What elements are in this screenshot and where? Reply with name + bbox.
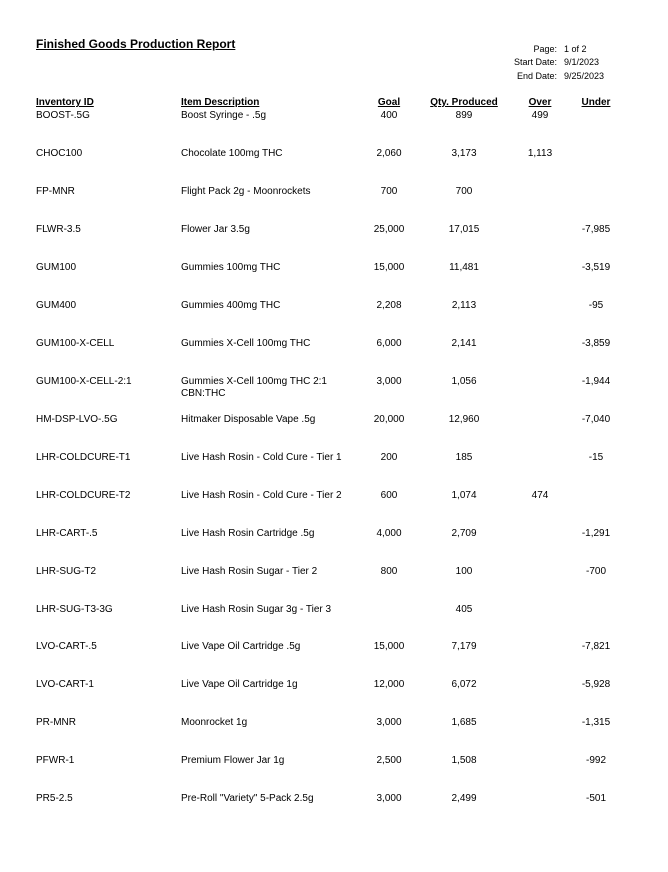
inventory-id-cell: LHR-COLDCURE-T1 — [36, 452, 131, 463]
under-cell: -7,985 — [581, 224, 611, 235]
goal-cell: 15,000 — [373, 262, 405, 273]
item-description-cell: Live Hash Rosin - Cold Cure - Tier 1 — [181, 452, 342, 463]
inventory-id-cell: GUM100-X-CELL-2:1 — [36, 376, 132, 387]
table-row — [0, 604, 668, 634]
inventory-id-cell: PR5-2.5 — [36, 793, 73, 804]
table-row — [0, 566, 668, 596]
qty-produced-cell: 899 — [455, 110, 473, 121]
under-cell: -3,519 — [581, 262, 611, 273]
table-row — [0, 717, 668, 747]
table-row — [0, 300, 668, 330]
column-header-goal: Goal — [377, 97, 401, 108]
under-cell: -5,928 — [581, 679, 611, 690]
qty-produced-cell: 17,015 — [448, 224, 480, 235]
column-header-inventory-id: Inventory ID — [36, 97, 94, 108]
qty-produced-cell: 700 — [455, 186, 473, 197]
table-row — [0, 755, 668, 785]
qty-produced-cell: 3,173 — [451, 148, 477, 159]
goal-cell: 2,500 — [376, 755, 402, 766]
item-description-cell: Gummies 100mg THC — [181, 262, 281, 273]
table-row — [0, 414, 668, 444]
column-header-item-description: Item Description — [181, 97, 260, 108]
inventory-id-cell: BOOST-.5G — [36, 110, 90, 121]
item-description-cell: Live Vape Oil Cartridge 1g — [181, 679, 298, 690]
item-description-cell: Live Vape Oil Cartridge .5g — [181, 641, 301, 652]
qty-produced-cell: 7,179 — [451, 641, 477, 652]
qty-produced-cell: 2,141 — [451, 338, 477, 349]
over-cell: 1,113 — [527, 148, 553, 159]
inventory-id-cell: LHR-COLDCURE-T2 — [36, 490, 131, 501]
under-cell: -501 — [585, 793, 606, 804]
item-description-cell: Live Hash Rosin Sugar 3g - Tier 3 — [181, 604, 332, 615]
table-row — [0, 224, 668, 254]
goal-cell: 15,000 — [373, 641, 405, 652]
inventory-id-cell: PR-MNR — [36, 717, 76, 728]
table-row — [0, 641, 668, 671]
qty-produced-cell: 185 — [455, 452, 473, 463]
goal-cell: 3,000 — [376, 376, 402, 387]
table-row — [0, 148, 668, 178]
under-cell: -1,944 — [581, 376, 611, 387]
item-description-cell: Moonrocket 1g — [181, 717, 248, 728]
under-cell: -15 — [588, 452, 604, 463]
report-title: Finished Goods Production Report — [36, 37, 236, 51]
inventory-id-cell: FLWR-3.5 — [36, 224, 81, 235]
item-description-cell: Live Hash Rosin Cartridge .5g — [181, 528, 315, 539]
table-row — [0, 338, 668, 368]
item-description-cell: Live Hash Rosin - Cold Cure - Tier 2 — [181, 490, 342, 501]
column-header-under: Under — [581, 97, 611, 108]
qty-produced-cell: 2,113 — [451, 300, 477, 311]
table-row — [0, 376, 668, 406]
table-row — [0, 528, 668, 558]
qty-produced-cell: 1,056 — [451, 376, 477, 387]
inventory-id-cell: GUM100 — [36, 262, 77, 273]
qty-produced-cell: 2,499 — [451, 793, 477, 804]
under-cell: -7,040 — [581, 414, 611, 425]
goal-cell: 3,000 — [376, 793, 402, 804]
goal-cell: 700 — [380, 186, 398, 197]
qty-produced-cell: 2,709 — [451, 528, 477, 539]
qty-produced-cell: 6,072 — [451, 679, 477, 690]
goal-cell: 25,000 — [373, 224, 405, 235]
inventory-id-cell: LVO-CART-1 — [36, 679, 94, 690]
table-row — [0, 186, 668, 216]
item-description-cell: Boost Syringe - .5g — [181, 110, 267, 121]
item-description-cell: Flower Jar 3.5g — [181, 224, 250, 235]
qty-produced-cell: 1,508 — [451, 755, 477, 766]
inventory-id-cell: CHOC100 — [36, 148, 83, 159]
under-cell: -1,315 — [581, 717, 611, 728]
item-description-cell: Flight Pack 2g - Moonrockets — [181, 186, 311, 197]
under-cell: -3,859 — [581, 338, 611, 349]
column-header-over: Over — [528, 97, 552, 108]
item-description-cell: Chocolate 100mg THC — [181, 148, 283, 159]
inventory-id-cell: PFWR-1 — [36, 755, 75, 766]
over-cell: 499 — [531, 110, 549, 121]
goal-cell: 6,000 — [376, 338, 402, 349]
item-description-cell: Pre-Roll "Variety" 5-Pack 2.5g — [181, 793, 314, 804]
under-cell: -95 — [588, 300, 604, 311]
table-row — [0, 679, 668, 709]
table-row — [0, 490, 668, 520]
qty-produced-cell: 405 — [455, 604, 473, 615]
goal-cell: 3,000 — [376, 717, 402, 728]
goal-cell: 4,000 — [376, 528, 402, 539]
over-cell: 474 — [531, 490, 549, 501]
qty-produced-cell: 1,074 — [451, 490, 477, 501]
inventory-id-cell: LVO-CART-.5 — [36, 641, 97, 652]
goal-cell: 800 — [380, 566, 398, 577]
item-description-cell: Gummies X-Cell 100mg THC 2:1 CBN:THC — [181, 376, 327, 399]
inventory-id-cell: GUM100-X-CELL — [36, 338, 115, 349]
inventory-id-cell: LHR-SUG-T2 — [36, 566, 97, 577]
goal-cell: 20,000 — [373, 414, 405, 425]
table-row — [0, 262, 668, 292]
inventory-id-cell: FP-MNR — [36, 186, 75, 197]
under-cell: -1,291 — [581, 528, 611, 539]
goal-cell: 600 — [380, 490, 398, 501]
inventory-id-cell: HM-DSP-LVO-.5G — [36, 414, 118, 425]
item-description-cell: Gummies X-Cell 100mg THC — [181, 338, 311, 349]
item-description-cell: Gummies 400mg THC — [181, 300, 281, 311]
table-row — [0, 110, 668, 140]
item-description-cell: Hitmaker Disposable Vape .5g — [181, 414, 316, 425]
goal-cell: 2,208 — [376, 300, 402, 311]
qty-produced-cell: 100 — [455, 566, 473, 577]
inventory-id-cell: LHR-CART-.5 — [36, 528, 98, 539]
item-description-cell: Premium Flower Jar 1g — [181, 755, 285, 766]
qty-produced-cell: 1,685 — [451, 717, 477, 728]
goal-cell: 12,000 — [373, 679, 405, 690]
table-row — [0, 793, 668, 823]
inventory-id-cell: LHR-SUG-T3-3G — [36, 604, 113, 615]
item-description-cell: Live Hash Rosin Sugar - Tier 2 — [181, 566, 318, 577]
qty-produced-cell: 12,960 — [448, 414, 480, 425]
under-cell: -7,821 — [581, 641, 611, 652]
goal-cell: 2,060 — [376, 148, 402, 159]
inventory-id-cell: GUM400 — [36, 300, 77, 311]
under-cell: -992 — [585, 755, 606, 766]
qty-produced-cell: 11,481 — [449, 262, 479, 273]
table-row — [0, 452, 668, 482]
column-header-qty-produced: Qty. Produced — [430, 97, 498, 108]
under-cell: -700 — [585, 566, 606, 577]
goal-cell: 200 — [380, 452, 398, 463]
goal-cell: 400 — [380, 110, 398, 121]
